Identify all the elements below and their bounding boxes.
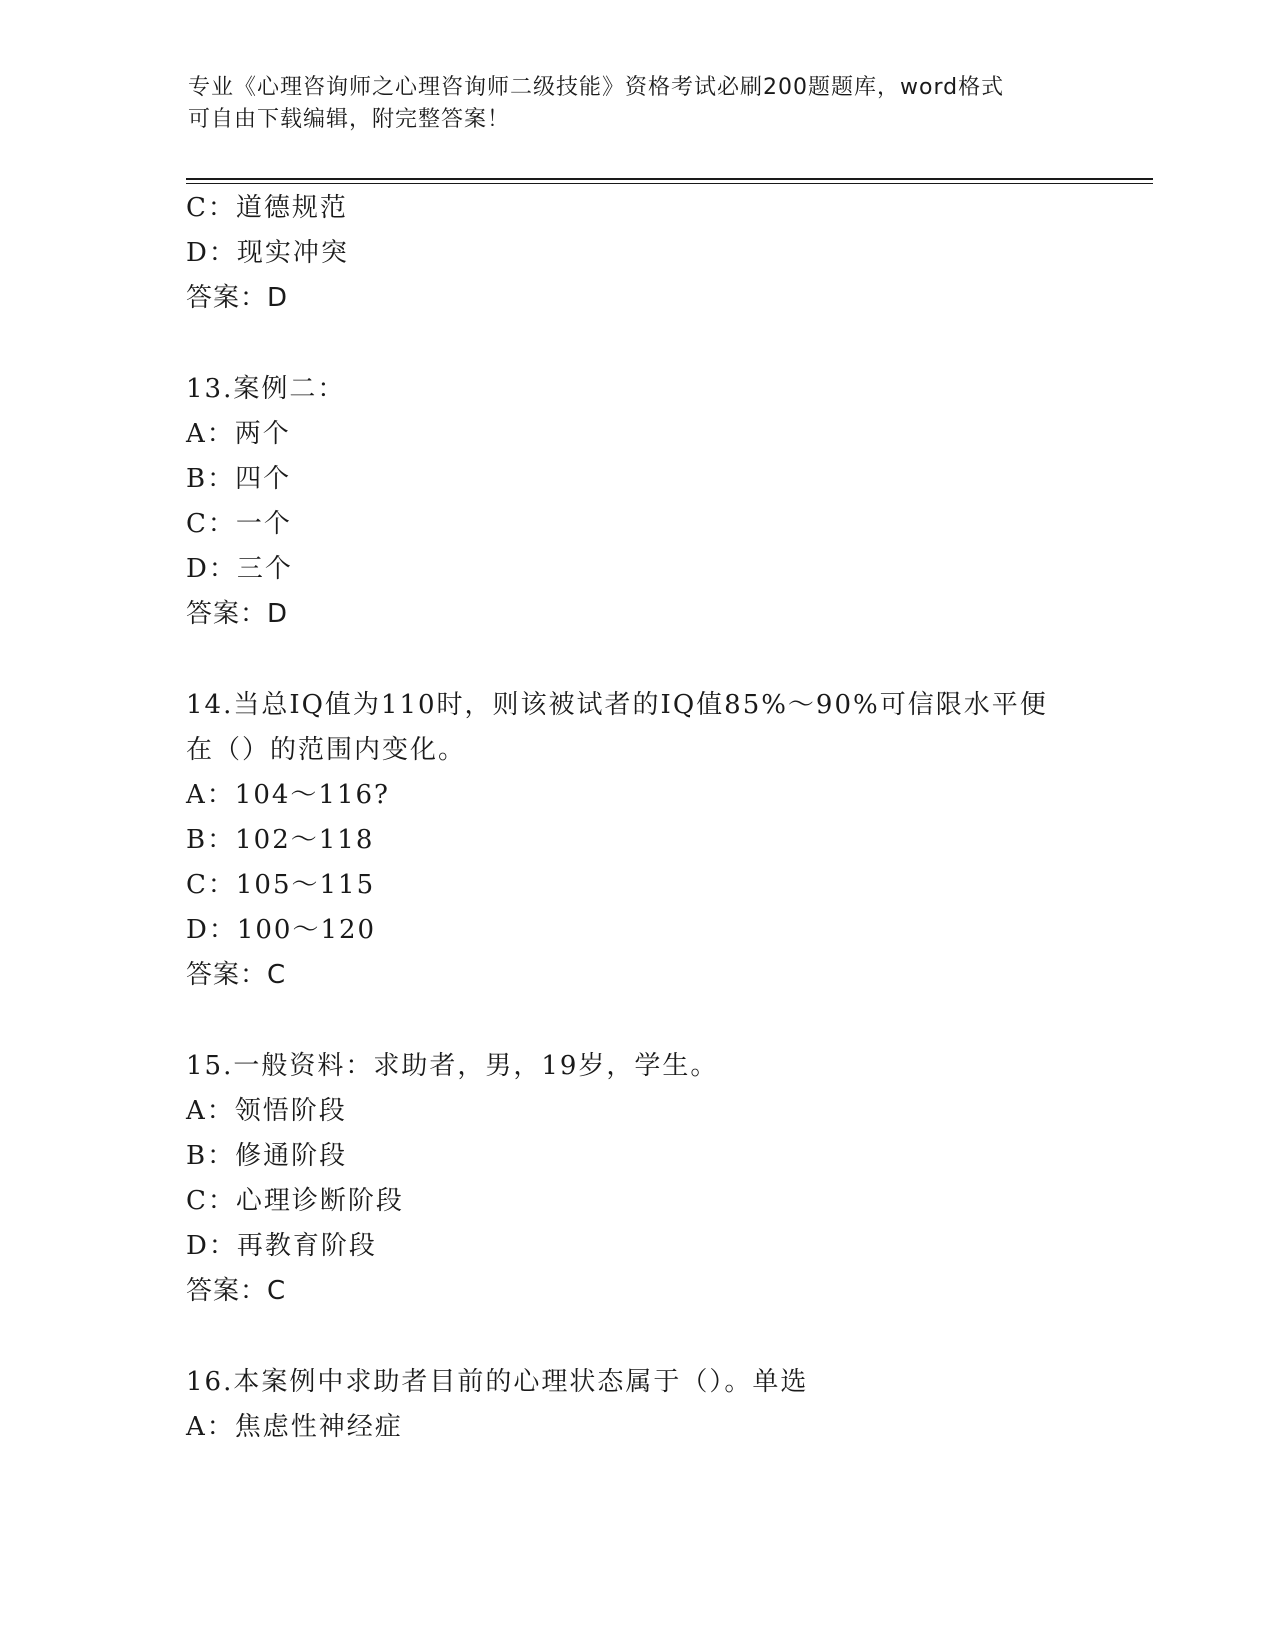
q13-option-d: D：三个 bbox=[186, 554, 293, 584]
q13-option-c: C：一个 bbox=[186, 509, 292, 539]
q13-option-b: B：四个 bbox=[186, 464, 292, 494]
q15-option-a: A：领悟阶段 bbox=[186, 1096, 347, 1126]
q15-answer: 答案：C bbox=[186, 1276, 287, 1306]
q14-option-a: A：104～116? bbox=[186, 780, 390, 810]
q14-question-line-1: 14.当总IQ值为110时，则该被试者的IQ值85%～90%可信限水平便 bbox=[186, 690, 1048, 720]
q16-question: 16.本案例中求助者目前的心理状态属于（）。单选 bbox=[186, 1367, 809, 1397]
q12-option-c: C：道德规范 bbox=[186, 193, 348, 223]
q12-option-d: D：现实冲突 bbox=[186, 238, 349, 268]
q14-answer: 答案：C bbox=[186, 960, 287, 990]
header-line-1: 专业《心理咨询师之心理咨询师二级技能》资格考试必刷200题题库，word格式 bbox=[188, 75, 1005, 100]
q15-option-c: C：心理诊断阶段 bbox=[186, 1186, 404, 1216]
q14-option-b: B：102～118 bbox=[186, 825, 375, 855]
q15-question: 15.一般资料：求助者，男，19岁，学生。 bbox=[186, 1051, 719, 1081]
header-divider-thick bbox=[186, 178, 1153, 180]
q14-option-d: D：100～120 bbox=[186, 915, 377, 945]
q12-answer: 答案：D bbox=[186, 283, 289, 313]
q13-option-a: A：两个 bbox=[186, 419, 291, 449]
q15-option-d: D：再教育阶段 bbox=[186, 1231, 377, 1261]
q14-option-c: C：105～115 bbox=[186, 870, 376, 900]
header-divider-thin bbox=[186, 183, 1153, 184]
header-line-2: 可自由下载编辑，附完整答案！ bbox=[188, 107, 511, 132]
q13-answer: 答案：D bbox=[186, 599, 289, 629]
q14-question-line-2: 在（）的范围内变化。 bbox=[186, 735, 467, 765]
q13-question: 13.案例二： bbox=[186, 374, 346, 404]
q16-option-a: A：焦虑性神经症 bbox=[186, 1412, 403, 1442]
document-header bbox=[188, 72, 1068, 136]
q15-option-b: B：修通阶段 bbox=[186, 1141, 348, 1171]
